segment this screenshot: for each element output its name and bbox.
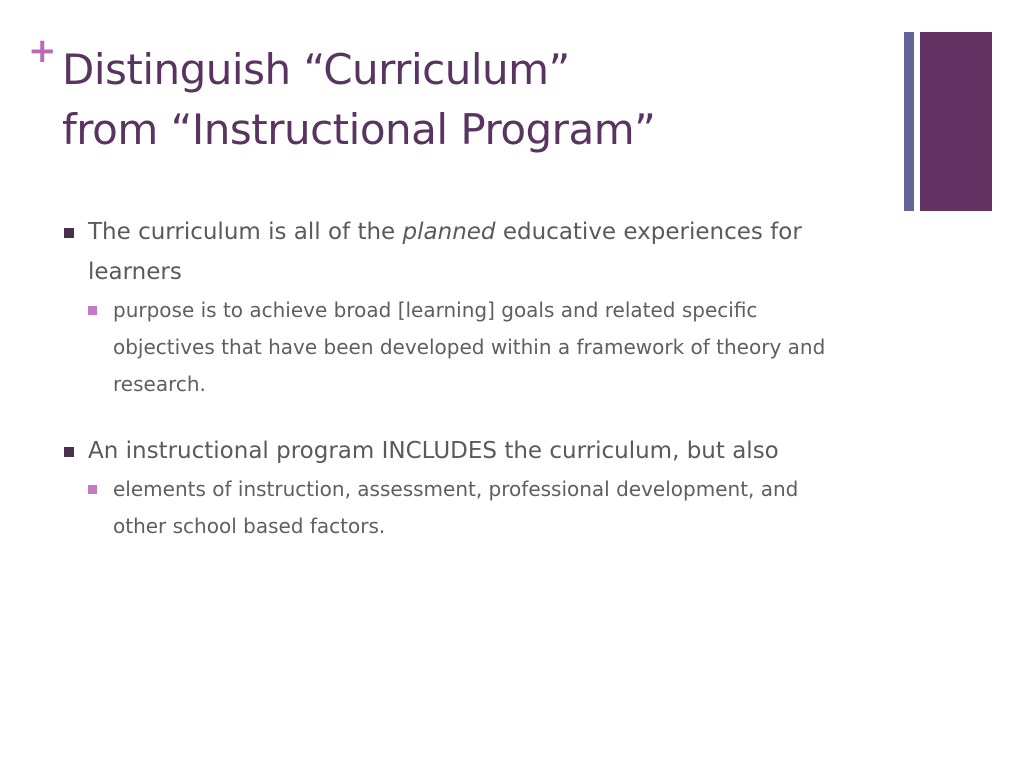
bullet-item-curriculum (62, 212, 852, 292)
bullet-text-emphasis: planned (402, 219, 496, 245)
bullet-text-end: educative experiences for learners (88, 219, 802, 285)
bullet-text: An instructional program INCLUDES the curriculum, but also (88, 438, 779, 464)
sub-bullet-item-purpose (88, 292, 852, 403)
accent-bar-thick (920, 32, 992, 211)
sub-bullet-text: purpose is to achieve broad [learning] goals and related specific objectives that have been developed within a framework of theory and research. (113, 298, 826, 396)
square-bullet-icon (88, 306, 97, 315)
accent-bar-thin (904, 32, 914, 211)
square-bullet-icon (64, 447, 74, 457)
bullet-text-start: The curriculum is all of the (88, 219, 403, 245)
sub-bullet-text: elements of instruction, assessment, professional development, and other school based factors. (113, 477, 799, 538)
slide-title-line-1: Distinguish “Curriculum” (62, 45, 570, 94)
square-bullet-icon (64, 228, 74, 238)
bullet-list (62, 212, 852, 545)
bullet-item-instructional-program (62, 431, 852, 471)
slide-title-line-2: from “Instructional Program” (62, 105, 656, 154)
sub-bullet-item-elements (88, 471, 852, 545)
slide-title (62, 40, 882, 160)
square-bullet-icon (88, 485, 97, 494)
plus-icon: + (28, 31, 57, 71)
